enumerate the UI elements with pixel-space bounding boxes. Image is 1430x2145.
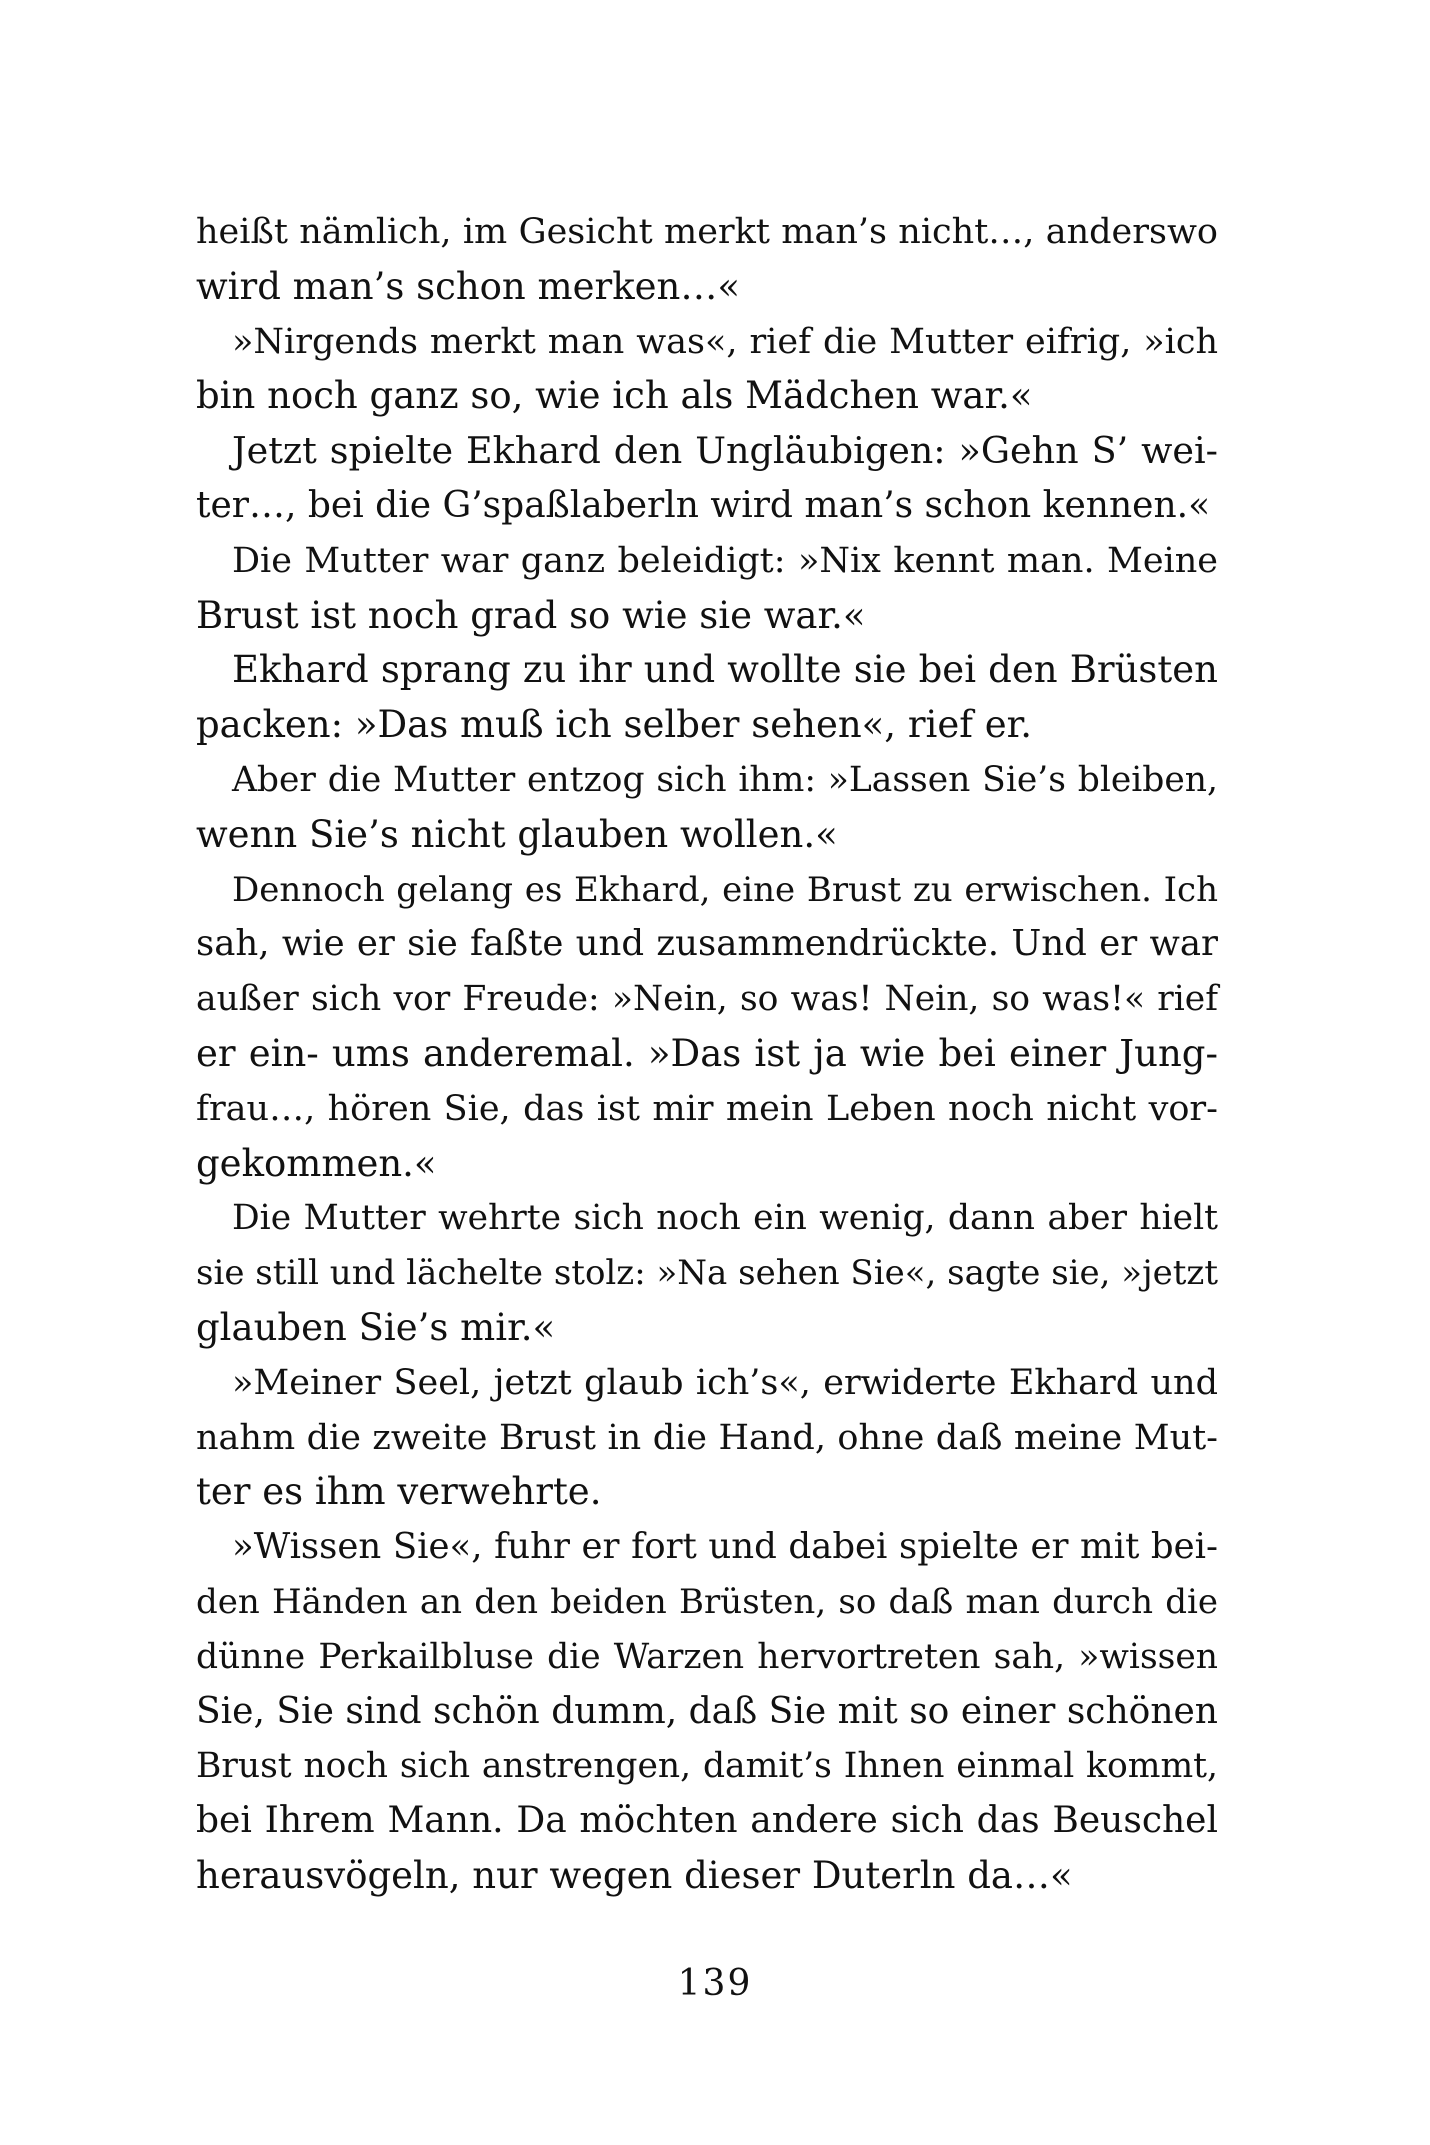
text-line: Dennoch gelang es Ekhard, eine Brust zu erwischen. Ich (232, 869, 1218, 910)
body-text (196, 205, 1218, 1904)
text-line: Jetzt spielte Ekhard den Ungläubigen: »Gehn S’ wei- (232, 429, 1218, 473)
text-line: Aber die Mutter entzog sich ihm: »Lassen Sie’s bleiben, (232, 759, 1218, 800)
text-line: glauben Sie’s mir.« (196, 1305, 556, 1349)
text-line: herausvögeln, nur wegen dieser Duterln da…« (196, 1853, 1073, 1897)
text-line: bin noch ganz so, wie ich als Mädchen war.« (196, 374, 1033, 418)
text-line: frau…, hören Sie, das ist mir mein Leben noch nicht vor- (196, 1088, 1218, 1129)
text-line: Ekhard sprang zu ihr und wollte sie bei den Brüsten (232, 648, 1218, 692)
text-line: dünne Perkailbluse die Warzen hervortreten sah, »wissen (196, 1636, 1218, 1677)
page-number: 139 (677, 1963, 753, 2004)
text-line: sah, wie er sie faßte und zusammendrückte. Und er war (196, 923, 1218, 965)
text-line: sie still und lächelte stolz: »Na sehen Sie«, sagte sie, »jetzt (196, 1253, 1218, 1294)
text-line: wenn Sie’s nicht glauben wollen.« (196, 812, 838, 856)
text-line: Brust noch sich anstrengen, damit’s Ihnen einmal kommt, (196, 1746, 1218, 1787)
text-line: wird man’s schon merken…« (196, 264, 740, 308)
text-line: bei Ihrem Mann. Da möchten andere sich das Beuschel (196, 1800, 1218, 1842)
text-line: er ein- ums anderemal. »Das ist ja wie bei einer Jung- (196, 1031, 1218, 1075)
text-line: heißt nämlich, im Gesicht merkt man’s nicht…, anderswo (196, 212, 1218, 252)
text-line: außer sich vor Freude: »Nein, so was! Nein, so was!« rief (196, 979, 1218, 1020)
text-line: Sie, Sie sind schön dumm, daß Sie mit so einer schönen (196, 1690, 1218, 1732)
text-line: ter es ihm verwehrte. (196, 1470, 602, 1514)
text-line: den Händen an den beiden Brüsten, so daß man durch die (196, 1581, 1218, 1622)
text-line: »Wissen Sie«, fuhr er fort und dabei spielte er mit bei- (232, 1526, 1218, 1568)
text-line: Brust ist noch grad so wie sie war.« (196, 593, 866, 637)
text-line: »Nirgends merkt man was«, rief die Mutter eifrig, »ich (232, 321, 1218, 362)
text-line: Die Mutter war ganz beleidigt: »Nix kennt man. Meine (232, 540, 1218, 581)
text-line: packen: »Das muß ich selber sehen«, rief er. (196, 703, 1032, 747)
text-line: »Meiner Seel, jetzt glaub ich’s«, erwiderte Ekhard und (232, 1362, 1218, 1403)
text-line: gekommen.« (196, 1141, 437, 1185)
text-line: Die Mutter wehrte sich noch ein wenig, dann aber hielt (232, 1198, 1218, 1239)
text-line: nahm die zweite Brust in die Hand, ohne daß meine Mut- (196, 1417, 1218, 1458)
text-line: ter…, bei die G’spaßlaberln wird man’s schon kennen.« (196, 484, 1211, 526)
